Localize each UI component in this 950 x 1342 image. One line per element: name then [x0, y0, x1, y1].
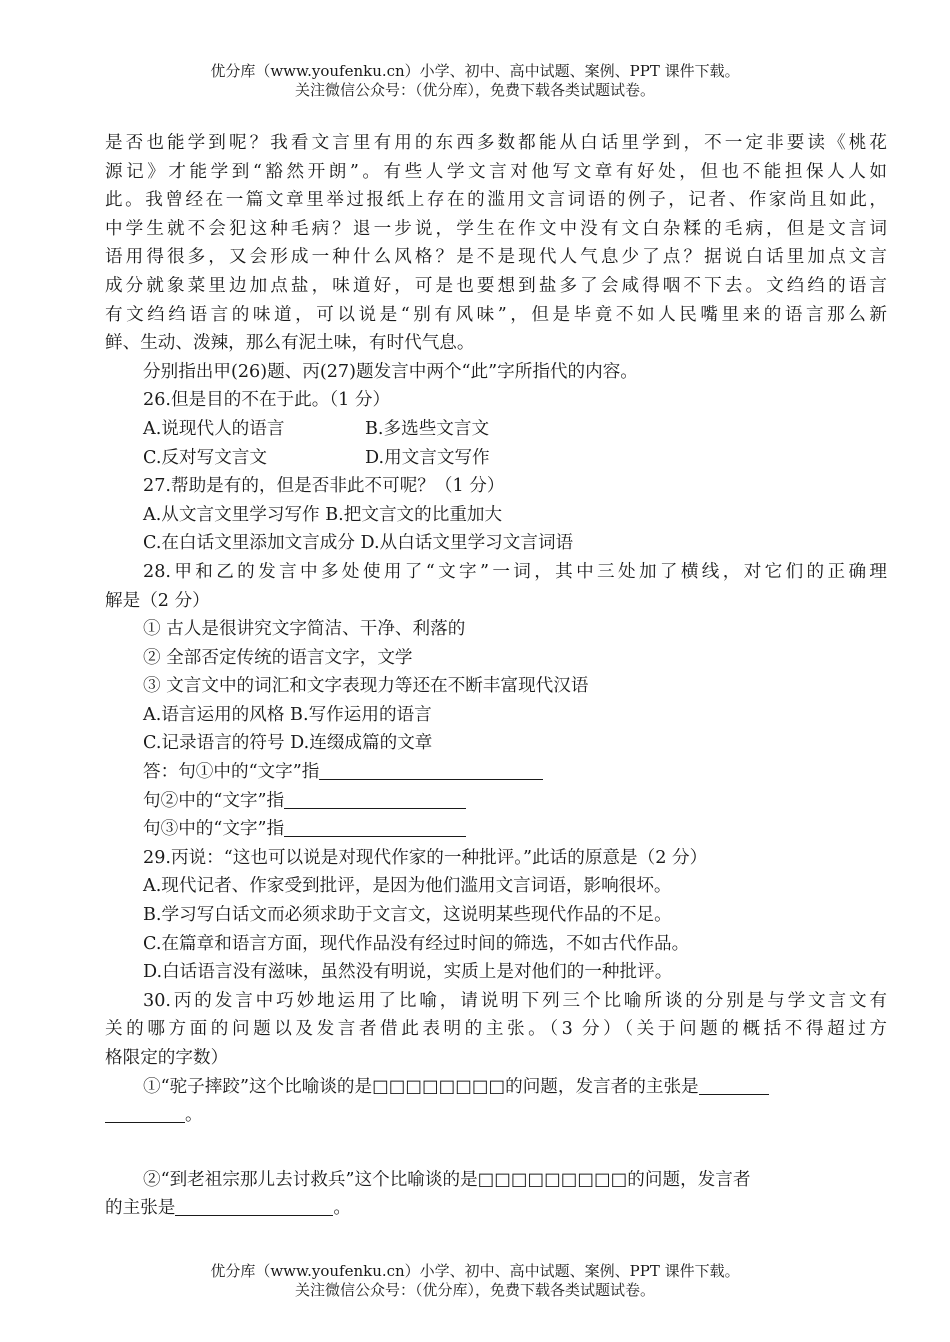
q28-sentence-3: ③ 文言文中的词汇和文字表现力等还在不断丰富现代汉语 [143, 676, 589, 697]
q29-option-d: D.白话语言没有滋味，虽然没有明说，实质上是对他们的一种批评。 [143, 962, 673, 983]
passage-line: 中学生就不会犯这种毛病？退一步说，学生在作文中没有文白杂糅的毛病，但是文言词 [105, 218, 887, 239]
q29-stem: 29.丙说：“这也可以说是对现代作家的一种批评。”此话的原意是（2 分） [143, 847, 708, 868]
q27-options-cd: C.在白话文里添加文言成分 D.从白话文里学习文言词语 [143, 533, 574, 554]
page-header [0, 62, 950, 100]
answer-blank[interactable] [105, 1104, 185, 1123]
answer-blank[interactable] [284, 790, 466, 809]
q30-item-1: ①“驼子摔跤”这个比喻谈的是□□□□□□□□的问题，发言者的主张是 [105, 1073, 887, 1102]
q28-stem-line-1: 28.甲和乙的发言中多处使用了“文字”一词，其中三处加了横线，对它们的正确理 [143, 561, 887, 582]
footer-line-1: 优分库（www.youfenku.cn）小学、初中、高中试题、案例、PPT 课件下载。 [210, 1262, 740, 1280]
q29-option-a: A.现代记者、作家受到批评，是因为他们滥用文言词语，影响很坏。 [143, 876, 672, 897]
q28-answer-1: 答：句①中的“文字”指 [105, 758, 887, 787]
q26-option-d: D.用文言文写作 [365, 447, 490, 468]
header-line-1: 优分库（www.youfenku.cn）小学、初中、高中试题、案例、PPT 课件下载。 [210, 62, 740, 80]
passage-line: 此。我曾经在一篇文章里举过报纸上存在的滥用文言词语的例子，记者、作家尚且如此， [105, 190, 887, 211]
q28-sentence-2: ② 全部否定传统的语言文字，文学 [143, 647, 413, 668]
q29-option-b: B.学习写白话文而必须求助于文言文，这说明某些现代作品的不足。 [143, 905, 672, 926]
q28-answer-3: 句③中的“文字”指 [105, 815, 887, 844]
answer-blank[interactable] [699, 1076, 769, 1095]
q30-item-2: ②“到老祖宗那儿去讨救兵”这个比喻谈的是□□□□□□□□□的问题，发言者 [143, 1169, 751, 1190]
answer-blank[interactable] [175, 1197, 333, 1216]
q28-sentence-1: ① 古人是很讲究文字简洁、干净、利落的 [143, 619, 466, 640]
header-line-2: 关注微信公众号：（优分库），免费下载各类试题试卷。 [294, 81, 655, 99]
q30-item-2-cont: 的主张是 。 [105, 1198, 351, 1219]
q26-option-b: B.多选些文言文 [365, 418, 490, 439]
q28-answer-2: 句②中的“文字”指 [105, 787, 887, 816]
footer-line-2: 关注微信公众号：（优分库），免费下载各类试题试卷。 [294, 1281, 655, 1299]
q26-option-c: C.反对写文言文 [143, 447, 267, 468]
q28-stem-line-2: 解是（2 分） [105, 590, 210, 611]
document-body [105, 129, 887, 1223]
q27-options-ab: A.从文言文里学习写作 B.把文言文的比重加大 [143, 504, 503, 525]
q28-options-ab: A.语言运用的风格 B.写作运用的语言 [143, 704, 432, 725]
q30-stem-line-3: 格限定的字数） [105, 1048, 229, 1068]
q26-stem: 26.但是目的不在于此。（1 分） [143, 390, 391, 411]
answer-blank[interactable] [319, 761, 543, 780]
q30-stem-line-2: 关的哪方面的问题以及发言者借此表明的主张。（3 分）（关于问题的概括不得超过方 [105, 1019, 887, 1040]
passage-line: 语用得很多，又会形成一种什么风格？是不是现代人气息少了点？据说白话里加点文言 [105, 247, 887, 268]
instruction: 分别指出甲(26)题、丙(27)题发言中两个“此”字所指代的内容。 [143, 361, 638, 382]
passage-line: 鲜、生动、泼辣，那么有泥土味，有时代气息。 [105, 333, 475, 354]
passage-line: 有文绉绉语言的味道，可以说是“别有风味”，但是毕竟不如人民嘴里来的语言那么新 [105, 304, 887, 325]
q28-options-cd: C.记录语言的符号 D.连缀成篇的文章 [143, 733, 433, 754]
q26-options-row-1 [105, 415, 887, 444]
passage-line: 是否也能学到呢？我看文言里有用的东西多数都能从白话里学到，不一定非要读《桃花 [105, 133, 887, 153]
q30-stem-line-1: 30.丙的发言中巧妙地运用了比喻，请说明下列三个比喻所谈的分别是与学文言文有 [143, 990, 887, 1011]
q27-stem: 27.帮助是有的，但是否非此不可呢？（1 分） [143, 476, 505, 497]
q26-options-row-2 [105, 444, 887, 473]
spacer [105, 1130, 887, 1166]
q26-option-a: A.说现代人的语言 [143, 418, 285, 439]
page-footer [0, 1262, 950, 1300]
q29-option-c: C.在篇章和语言方面，现代作品没有经过时间的筛选，不如古代作品。 [143, 933, 690, 954]
q30-item-1-cont: 。 [105, 1101, 887, 1130]
passage-line: 源记》才能学到“豁然开朗”。有些人学文言对他写文章有好处，但也不能担保人人如 [105, 161, 887, 182]
answer-blank[interactable] [284, 818, 466, 837]
passage-line: 成分就象菜里边加点盐，味道好，可是也要想到盐多了会咸得咽不下去。文绉绉的语言 [105, 275, 887, 296]
